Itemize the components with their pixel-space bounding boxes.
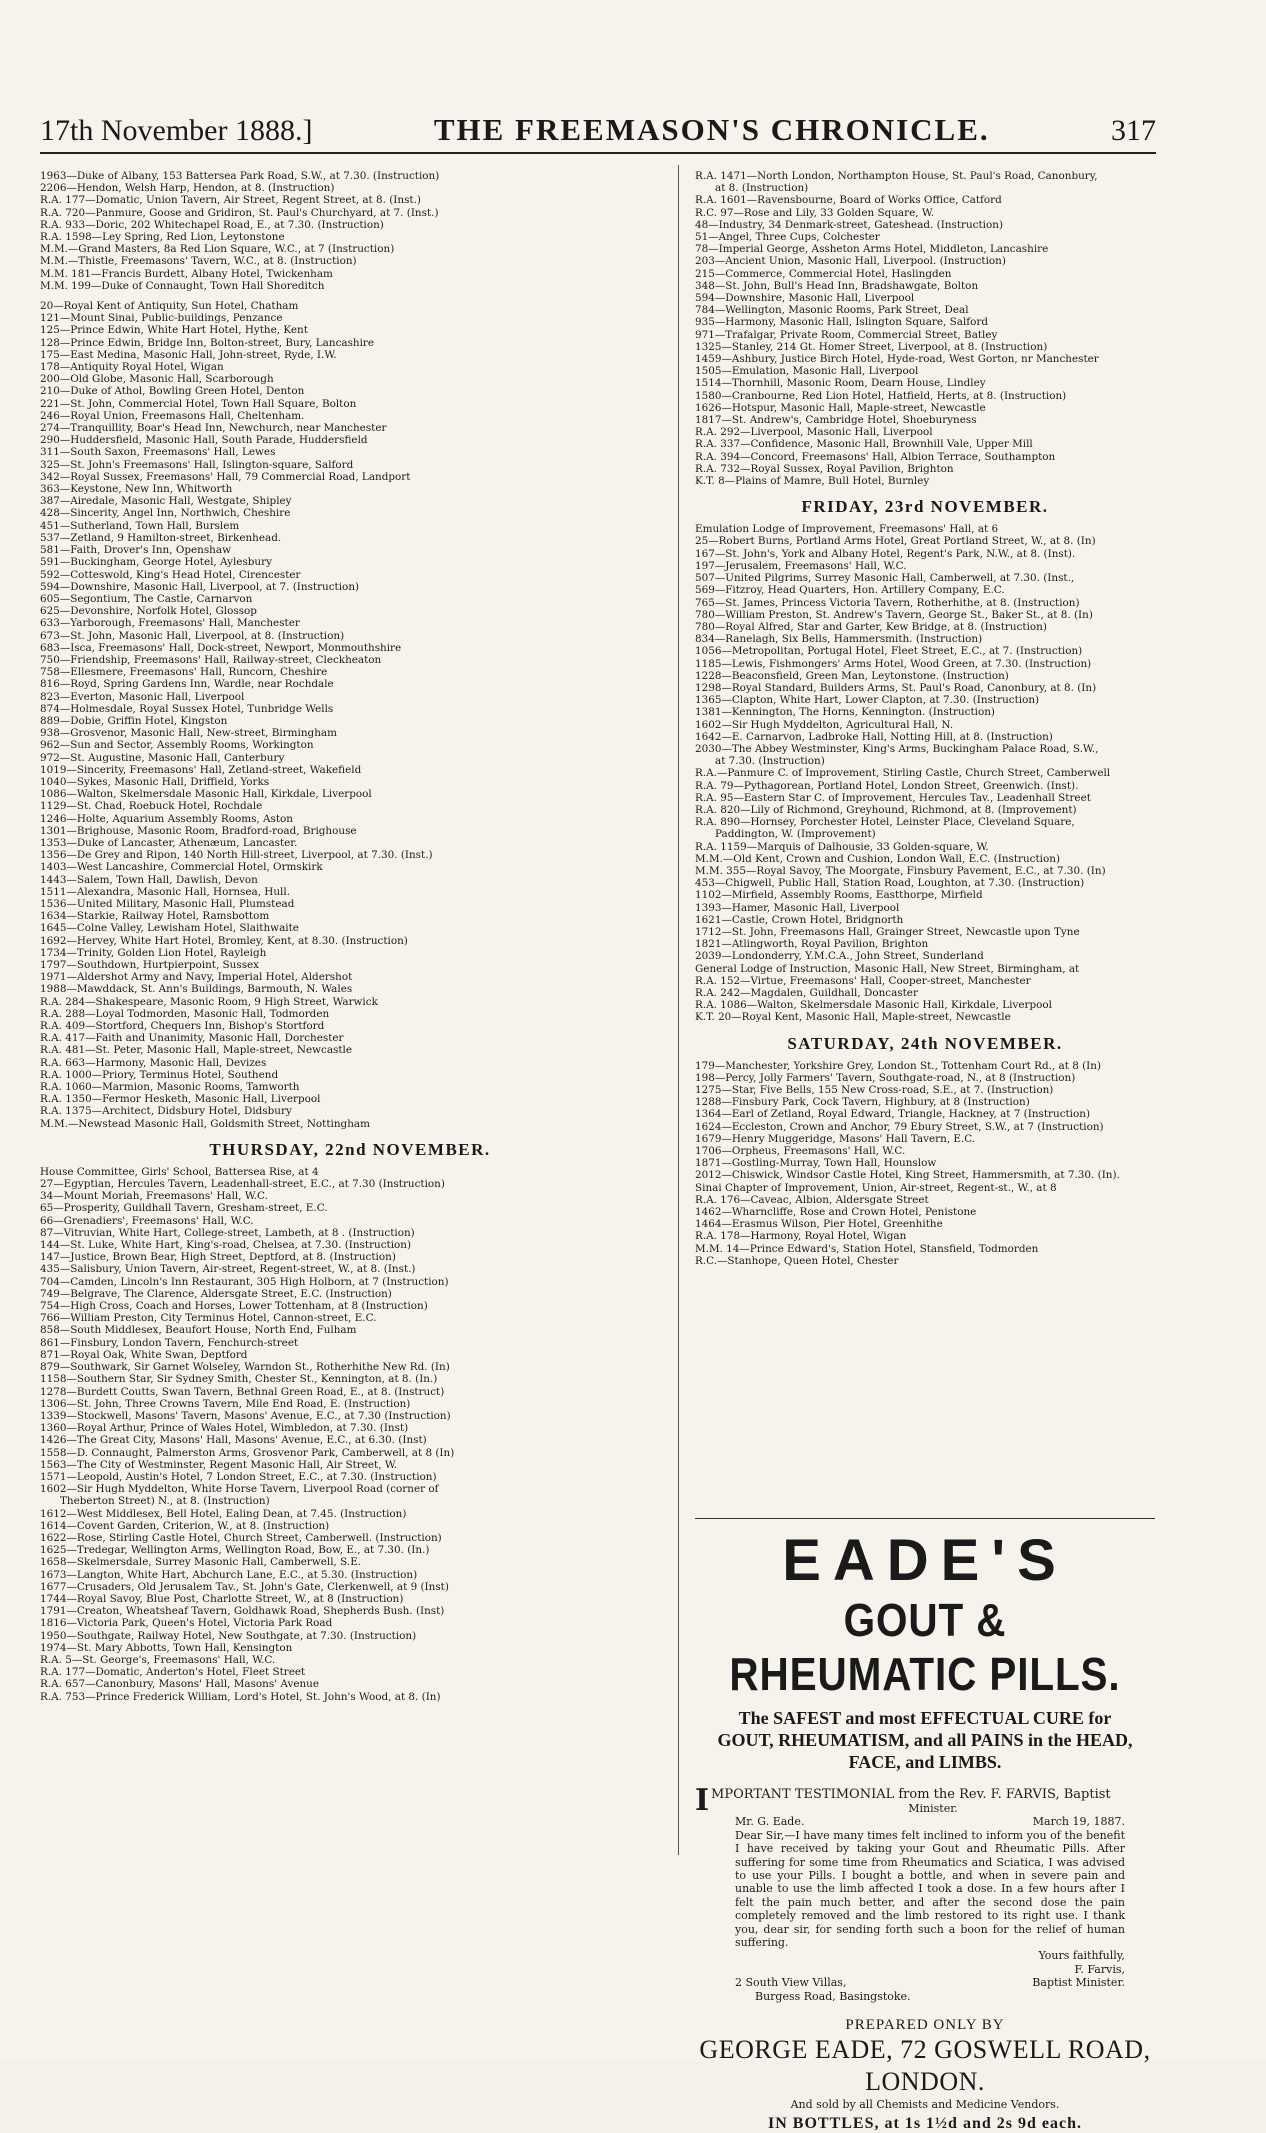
lodge-list-friday xyxy=(695,523,1155,1023)
lodge-entry: 1614—Covent Garden, Criterion, W., at 8. (Instruction) xyxy=(40,1519,330,1532)
lodge-entry: 1288—Finsbury Park, Cock Tavern, Highbury, at 8 (Instruction) xyxy=(695,1096,1030,1109)
lodge-entry: 569—Fitzroy, Head Quarters, Hon. Artillery Company, E.C. xyxy=(695,584,1005,597)
lodge-entry: 1339—Stockwell, Masons' Tavern, Masons' Avenue, E.C., at 7.30 (Instruction) xyxy=(40,1409,451,1422)
lodge-entry: 66—Grenadiers', Freemasons' Hall, W.C. xyxy=(40,1214,254,1227)
testimonial-salutation-row xyxy=(695,1815,1155,1828)
lodge-entry: 451—Sutherland, Town Hall, Burslem xyxy=(40,519,240,532)
lodge-entry: 1360—Royal Arthur, Prince of Wales Hotel, Wimbledon, at 7.30. (Inst) xyxy=(40,1422,409,1435)
lodge-entry: M.M.—Newstead Masonic Hall, Goldsmith Street, Nottingham xyxy=(40,1117,370,1130)
lodge-entry: 1298—Royal Standard, Builders Arms, St. Paul's Road, Canonbury, at 8. (In) xyxy=(695,681,1097,694)
lodge-entry: 1426—The Great City, Masons' Hall, Masons' Avenue, E.C., at 6.30. (Inst) xyxy=(40,1434,427,1447)
lodge-entry: R.A. 1375—Architect, Didsbury Hotel, Didsbury xyxy=(40,1105,292,1118)
lodge-list-thursday-continued xyxy=(695,170,1155,487)
lodge-entry: 1626—Hotspur, Masonic Hall, Maple-street, Newcastle xyxy=(695,401,986,414)
lodge-entry: R.A. 1086—Walton, Skelmersdale Masonic Hall, Kirkdale, Liverpool xyxy=(695,999,1052,1012)
testimonial-closing: Yours faithfully, xyxy=(1038,1949,1125,1963)
lodge-entry: 1511—Alexandra, Masonic Hall, Hornsea, Hull. xyxy=(40,885,291,898)
lodge-entry: 197—Jerusalem, Freemasons' Hall, W.C. xyxy=(695,559,907,572)
lodge-entry: 1086—Walton, Skelmersdale Masonic Hall, Kirkdale, Liverpool xyxy=(40,788,372,801)
lodge-entry: 221—St. John, Commercial Hotel, Town Hall Square, Bolton xyxy=(40,397,357,410)
lodge-entry: 1464—Erasmus Wilson, Pier Hotel, Greenhithe xyxy=(695,1218,943,1231)
lodge-entry: 1580—Cranbourne, Red Lion Hotel, Hatfield, Herts, at 8. (Instruction) xyxy=(695,389,1067,402)
lodge-entry: 178—Antiquity Royal Hotel, Wigan xyxy=(40,361,224,374)
testimonial-signature: F. Farvis, xyxy=(1074,1962,1125,1976)
lodge-entry: R.A. 288—Loyal Todmorden, Masonic Hall, Todmorden xyxy=(40,1007,330,1020)
lodge-entry: R.A. 481—St. Peter, Masonic Hall, Maple-street, Newcastle xyxy=(40,1044,353,1057)
lodge-entry: K.T. 20—Royal Kent, Masonic Hall, Maple-street, Newcastle xyxy=(695,1011,1011,1024)
lodge-entry: 1356—De Grey and Ripon, 140 North Hill-street, Liverpool, at 7.30. (Inst.) xyxy=(40,849,433,862)
lodge-entry: 274—Tranquillity, Boar's Head Inn, Newchurch, near Manchester xyxy=(40,422,387,435)
lodge-entry: R.A. 1000—Priory, Terminus Hotel, Southend xyxy=(40,1068,279,1081)
masthead xyxy=(40,112,1156,154)
lodge-entry: 121—Mount Sinai, Public-buildings, Penzance xyxy=(40,312,283,325)
lodge-entry: M.M.—Old Kent, Crown and Cushion, London Wall, E.C. (Instruction) xyxy=(695,852,1061,865)
lodge-entry: 1306—St. John, Three Crowns Tavern, Mile End Road, E. (Instruction) xyxy=(40,1397,411,1410)
lodge-entry: R.A. 95—Eastern Star C. of Improvement, Hercules Tav., Leadenhall Street xyxy=(695,791,1091,804)
lodge-entry: M.M. 355—Royal Savoy, The Moorgate, Finsbury Pavement, E.C., at 7.30. (In) xyxy=(695,864,1106,877)
lodge-entry: at 8. (Instruction) xyxy=(715,182,809,195)
lodge-entry: R.A. 292—Liverpool, Masonic Hall, Liverpool xyxy=(695,426,933,439)
lodge-entry: 48—Industry, 34 Denmark-street, Gateshead. (Instruction) xyxy=(695,218,1003,231)
lodge-entry: 1381—Kennington, The Horns, Kennington. (Instruction) xyxy=(695,706,995,719)
ad-testimonial xyxy=(695,1783,1155,2003)
lodge-entry: 823—Everton, Masonic Hall, Liverpool xyxy=(40,690,245,703)
lodge-entry: 1365—Clapton, White Hart, Lower Clapton, at 7.30. (Instruction) xyxy=(695,694,1040,707)
lodge-entry: 871—Royal Oak, White Swan, Deptford xyxy=(40,1348,248,1361)
lodge-entry: R.A.—Panmure C. of Improvement, Stirling Castle, Church Street, Camberwell xyxy=(695,767,1111,780)
lodge-entry: 125—Prince Edwin, White Hart Hotel, Hythe, Kent xyxy=(40,324,308,337)
lodge-entry: 1275—Star, Five Bells, 155 New Cross-road, S.E., at 7. (Instruction) xyxy=(695,1084,1054,1097)
lodge-entry: 1505—Emulation, Masonic Hall, Liverpool xyxy=(695,365,919,378)
lodge-entry: 1988—Mawddack, St. Ann's Buildings, Barmouth, N. Wales xyxy=(40,983,353,996)
lodge-entry: M.M.—Thistle, Freemasons' Tavern, W.C., at 8. (Instruction) xyxy=(40,255,357,268)
lodge-entry: 34—Mount Moriah, Freemasons' Hall, W.C. xyxy=(40,1190,268,1203)
ad-prepared: PREPARED ONLY BY xyxy=(845,2017,1005,2034)
lodge-entry: 147—Justice, Brown Bear, High Street, Deptford, at 8. (Instruction) xyxy=(40,1251,396,1264)
lodge-entry: 87—Vitruvian, White Hart, College-street, Lambeth, at 8 . (Instruction) xyxy=(40,1226,415,1239)
lodge-entry: 1658—Skelmersdale, Surrey Masonic Hall, Camberwell, S.E. xyxy=(40,1556,362,1569)
lodge-entry: 816—Royd, Spring Gardens Inn, Wardle, near Rochdale xyxy=(40,678,334,691)
lodge-entry: 1129—St. Chad, Roebuck Hotel, Rochdale xyxy=(40,800,263,813)
lodge-entry: 179—Manchester, Yorkshire Grey, London St., Tottenham Court Rd., at 8 (In) xyxy=(695,1059,1102,1072)
lodge-entry: 780—Royal Alfred, Star and Garter, Kew Bridge, at 8. (Instruction) xyxy=(695,620,1047,633)
lodge-entry: 1706—Orpheus, Freemasons' Hall, W.C. xyxy=(695,1145,906,1158)
lodge-entry: 938—Grosvenor, Masonic Hall, New-street, Birmingham xyxy=(40,727,337,740)
lodge-entry: 537—Zetland, 9 Hamilton-street, Birkenhead. xyxy=(40,531,282,544)
lodge-entry: 2039—Londonderry, Y.M.C.A., John Street, Sunderland xyxy=(695,950,984,963)
salutation-name: Mr. G. Eade. xyxy=(735,1815,805,1829)
lodge-entry: R.A. 820—Lily of Richmond, Greyhound, Richmond, at 8. (Improvement) xyxy=(695,803,1077,816)
lodge-entry: 858—South Middlesex, Beaufort House, North End, Fulham xyxy=(40,1324,357,1337)
testimonial-heading-text: MPORTANT TESTIMONIAL from the Rev. F. FARVIS, Baptist xyxy=(711,1787,1111,1802)
lodge-entry: 65—Prosperity, Guildhall Tavern, Gresham-street, E.C. xyxy=(40,1202,328,1215)
lodge-entry: 784—Wellington, Masonic Rooms, Park Street, Deal xyxy=(695,304,969,317)
lodge-entry: 1403—West Lancashire, Commercial Hotel, Ormskirk xyxy=(40,861,323,874)
lodge-entry: 1791—Creaton, Wheatsheaf Tavern, Goldhawk Road, Shepherds Bush. (Inst) xyxy=(40,1605,445,1618)
lodge-entry: M.M. 199—Duke of Connaught, Town Hall Shoreditch xyxy=(40,279,325,292)
lodge-entry: 1712—St. John, Freemasons Hall, Grainger Street, Newcastle upon Tyne xyxy=(695,925,1080,938)
testimonial-address-2: Burgess Road, Basingstoke. xyxy=(755,1989,911,2003)
lodge-entry: Emulation Lodge of Improvement, Freemasons' Hall, at 6 xyxy=(695,523,999,536)
heading-saturday: SATURDAY, 24th NOVEMBER. xyxy=(787,1033,1063,1053)
lodge-entry: 1393—Hamer, Masonic Hall, Liverpool xyxy=(695,901,900,914)
lodge-entry: 311—South Saxon, Freemasons' Hall, Lewes xyxy=(40,446,276,459)
column-divider xyxy=(678,165,679,1855)
lodge-entry: 1692—Hervey, White Hart Hotel, Bromley, Kent, at 8.30. (Instruction) xyxy=(40,934,408,947)
lodge-entry: R.A. 753—Prince Frederick William, Lord's Hotel, St. John's Wood, at 8. (In) xyxy=(40,1690,441,1703)
lodge-entry: R.C. 97—Rose and Lily, 33 Golden Square, W. xyxy=(695,206,935,219)
lodge-entry: 1514—Thornhill, Masonic Room, Dearn House, Lindley xyxy=(695,377,986,390)
lodge-entry: 591—Buckingham, George Hotel, Aylesbury xyxy=(40,556,272,569)
lodge-entry: 1228—Beaconsfield, Green Man, Leytonstone. (Instruction) xyxy=(695,669,1009,682)
lodge-entry: 780—William Preston, St. Andrew's Tavern, George St., Baker St., at 8. (In) xyxy=(695,608,1093,621)
lodge-entry: R.A. 79—Pythagorean, Portland Hotel, London Street, Greenwich. (Inst). xyxy=(695,779,1079,792)
lodge-entry: R.A. 284—Shakespeare, Masonic Room, 9 High Street, Warwick xyxy=(40,995,378,1008)
lodge-entry: 1558—D. Connaught, Palmerston Arms, Grosvenor Park, Camberwell, at 8 (In) xyxy=(40,1446,455,1459)
lodge-entry: 1325—Stanley, 214 Gt. Homer Street, Liverpool, at 8. (Instruction) xyxy=(695,340,1048,353)
ad-product: GOUT & RHEUMATIC PILLS. xyxy=(729,1594,1121,1700)
lodge-entry: 704—Camden, Lincoln's Inn Restaurant, 305 High Holborn, at 7 (Instruction) xyxy=(40,1275,449,1288)
lodge-entry: General Lodge of Instruction, Masonic Hall, New Street, Birmingham, at xyxy=(695,962,1080,975)
lodge-entry: 1443—Salem, Town Hall, Dawlish, Devon xyxy=(40,873,258,886)
lodge-entry: 1185—Lewis, Fishmongers' Arms Hotel, Wood Green, at 7.30. (Instruction) xyxy=(695,657,1092,670)
testimonial-dropcap: I xyxy=(695,1783,710,1818)
lodge-entry: 1817—St. Andrew's, Cambridge Hotel, Shoeburyness xyxy=(695,414,977,427)
lodge-entry: 633—Yarborough, Freemasons' Hall, Manchester xyxy=(40,617,300,630)
lodge-entry: 1621—Castle, Crown Hotel, Bridgnorth xyxy=(695,913,904,926)
lodge-entry: 758—Ellesmere, Freemasons' Hall, Runcorn, Cheshire xyxy=(40,666,328,679)
lodge-entry: R.A. 5—St. George's, Freemasons' Hall, W.C. xyxy=(40,1653,276,1666)
page-number: 317 xyxy=(1111,114,1156,147)
lodge-entry: 1353—Duke of Lancaster, Athenæum, Lancaster. xyxy=(40,836,298,849)
lodge-entry: 1602—Sir Hugh Myddelton, White Horse Tavern, Liverpool Road (corner of xyxy=(40,1483,439,1496)
lodge-entry: 971—Trafalgar, Private Room, Commercial Street, Batley xyxy=(695,328,998,341)
lodge-entry: 1950—Southgate, Railway Hotel, New Southgate, at 7.30. (Instruction) xyxy=(40,1629,417,1642)
lodge-entry: 210—Duke of Athol, Bowling Green Hotel, Denton xyxy=(40,385,305,398)
lodge-entry: 1019—Sincerity, Freemasons' Hall, Zetland-street, Wakefield xyxy=(40,763,362,776)
lodge-entry: 246—Royal Union, Freemasons Hall, Cheltenham. xyxy=(40,409,305,422)
right-column xyxy=(695,170,1155,1267)
lodge-list-saturday xyxy=(695,1060,1155,1267)
ad-maker: GEORGE EADE, 72 GOSWELL ROAD, LONDON. xyxy=(699,2035,1151,2097)
entry-gap xyxy=(40,292,660,300)
lodge-entry: 683—Isca, Freemasons' Hall, Dock-street, Newport, Monmouthshire xyxy=(40,641,402,654)
lodge-entry: 428—Sincerity, Angel Inn, Northwich, Cheshire xyxy=(40,507,291,520)
lodge-entry: 935—Harmony, Masonic Hall, Islington Square, Salford xyxy=(695,316,988,329)
lodge-entry: 2206—Hendon, Welsh Harp, Hendon, at 8. (Instruction) xyxy=(40,182,335,195)
advertisement-eades-pills xyxy=(695,1518,1155,2133)
lodge-entry: 25—Robert Burns, Portland Arms Hotel, Great Portland Street, W., at 8. (In) xyxy=(695,535,1096,548)
lodge-entry: House Committee, Girls' School, Battersea Rise, at 4 xyxy=(40,1165,319,1178)
lodge-entry: 1040—Sykes, Masonic Hall, Driffield, Yorks xyxy=(40,775,270,788)
lodge-entry: 128—Prince Edwin, Bridge Inn, Bolton-street, Bury, Lancashire xyxy=(40,336,375,349)
lodge-entry: R.A. 1471—North London, Northampton House, St. Paul's Road, Canonbury, xyxy=(695,170,1098,182)
lodge-entry: 1797—Southdown, Hurtpierpoint, Sussex xyxy=(40,959,260,971)
ad-tagline-3: FACE, and LIMBS. xyxy=(848,1752,1002,1772)
ad-brand: EADE'S xyxy=(782,1528,1068,1593)
lodge-entry: 1971—Aldershot Army and Navy, Imperial Hotel, Aldershot xyxy=(40,971,353,984)
lodge-entry: R.A. 732—Royal Sussex, Royal Pavilion, Brighton xyxy=(695,462,954,475)
lodge-entry: 592—Cotteswold, King's Head Hotel, Cirencester xyxy=(40,568,301,581)
testimonial-address-row xyxy=(695,1976,1155,1989)
lodge-entry: 1679—Henry Muggeridge, Masons' Hall Tavern, E.C. xyxy=(695,1132,976,1145)
ad-top-rule xyxy=(695,1518,1155,1519)
lodge-entry: 1974—St. Mary Abbotts, Town Hall, Kensington xyxy=(40,1641,293,1654)
lodge-entry: 20—Royal Kent of Antiquity, Sun Hotel, Chatham xyxy=(40,300,299,313)
lodge-entry: 507—United Pilgrims, Surrey Masonic Hall, Camberwell, at 7.30. (Inst., xyxy=(695,572,1075,585)
lodge-entry: 1102—Mirfield, Assembly Rooms, Eastthorpe, Mirfield xyxy=(695,889,983,902)
lodge-entry: Sinai Chapter of Improvement, Union, Air-street, Regent-st., W., at 8 xyxy=(695,1181,1057,1194)
lodge-entry: 972—St. Augustine, Masonic Hall, Canterbury xyxy=(40,751,285,764)
ad-sold-by: And sold by all Chemists and Medicine Vendors. xyxy=(790,2098,1060,2112)
lodge-entry: 1871—Gostling-Murray, Town Hall, Hounslow xyxy=(695,1157,937,1170)
lodge-entry: 1642—E. Carnarvon, Ladbroke Hall, Notting Hill, at 8. (Instruction) xyxy=(695,730,1053,743)
lodge-entry: 1462—Wharncliffe, Rose and Crown Hotel, Penistone xyxy=(695,1206,977,1219)
lodge-entry: R.A. 1060—Marmion, Masonic Rooms, Tamworth xyxy=(40,1081,300,1094)
lodge-entry: 874—Holmesdale, Royal Sussex Hotel, Tunbridge Wells xyxy=(40,702,334,715)
lodge-entry: M.M. 14—Prince Edward's, Station Hotel, Stansfield, Todmorden xyxy=(695,1242,1039,1255)
testimonial-body: Dear Sir,—I have many times felt inclined to inform you of the benefit I have received by taking your Gout and Rheumatic Pills. After suffering for some time from Rheumatics and Sciatica, I was advised to use your Pills. I bought a bottle, and when in severe pain and unable to use the limb affected I took a dose. In a few hours after I felt the pain much better, and after the second dose the pain completely removed and the limb restored to its right use. I thank you, dear sir, for sending forth such a boon for the relief of human suffering. xyxy=(735,1828,1125,1950)
lodge-list-thursday xyxy=(40,1166,660,1703)
lodge-entry: 363—Keystone, New Inn, Whitworth xyxy=(40,483,233,496)
lodge-entry: R.A. 1601—Ravensbourne, Board of Works Office, Catford xyxy=(695,194,1002,207)
lodge-entry: 1278—Burdett Coutts, Swan Tavern, Bethnal Green Road, E., at 8. (Instruct) xyxy=(40,1385,445,1398)
lodge-entry: M.M. 181—Francis Burdett, Albany Hotel, Twickenham xyxy=(40,267,333,280)
lodge-entry: 78—Imperial George, Assheton Arms Hotel, Middleton, Lancashire xyxy=(695,243,1049,256)
lodge-entry: 749—Belgrave, The Clarence, Aldersgate Street, E.C. (Instruction) xyxy=(40,1287,392,1300)
lodge-entry: R.A. 1598—Ley Spring, Red Lion, Leytonstone xyxy=(40,231,285,244)
heading-friday: FRIDAY, 23rd NOVEMBER. xyxy=(801,497,1049,517)
lodge-entry: 51—Angel, Three Cups, Colchester xyxy=(695,231,880,244)
lodge-entry: 1734—Trinity, Golden Lion Hotel, Rayleigh xyxy=(40,946,267,959)
lodge-entry: 625—Devonshire, Norfolk Hotel, Glossop xyxy=(40,605,257,618)
lodge-entry: 144—St. Luke, White Hart, King's-road, Chelsea, at 7.30. (Instruction) xyxy=(40,1239,412,1252)
lodge-entry: 387—Airedale, Masonic Hall, Westgate, Shipley xyxy=(40,495,292,508)
lodge-entry: K.T. 8—Plains of Mamre, Bull Hotel, Burnley xyxy=(695,475,930,488)
lodge-entry: 889—Dobie, Griffin Hotel, Kingston xyxy=(40,714,228,727)
lodge-entry: 1563—The City of Westminster, Regent Masonic Hall, Air Street, W. xyxy=(40,1458,397,1471)
lodge-entry: 1634—Starkie, Railway Hotel, Ramsbottom xyxy=(40,910,270,923)
lodge-entry: 1816—Victoria Park, Queen's Hotel, Victoria Park Road xyxy=(40,1617,333,1630)
lodge-entry: 605—Segontium, The Castle, Carnarvon xyxy=(40,592,253,605)
lodge-entry: 1673—Langton, White Hart, Abchurch Lane, E.C., at 5.30. (Instruction) xyxy=(40,1568,418,1581)
lodge-entry: 581—Faith, Drover's Inn, Openshaw xyxy=(40,544,231,557)
lodge-entry: 1246—Holte, Aquarium Assembly Rooms, Aston xyxy=(40,812,293,825)
lodge-entry: R.A. 177—Domatic, Union Tavern, Air Street, Regent Street, at 8. (Inst.) xyxy=(40,194,421,207)
lodge-entry: 2030—The Abbey Westminster, King's Arms, Buckingham Palace Road, S.W., xyxy=(695,742,1099,755)
lodge-entry: 1744—Royal Savoy, Blue Post, Charlotte Street, W., at 8 (Instruction) xyxy=(40,1592,404,1605)
lodge-entry: R.A. 178—Harmony, Royal Hotel, Wigan xyxy=(695,1230,907,1243)
testimonial-address: 2 South View Villas, xyxy=(735,1976,847,1990)
lodge-entry: Theberton Street) N., at 8. (Instruction) xyxy=(60,1495,270,1508)
lodge-entry: 27—Egyptian, Hercules Tavern, Leadenhall-street, E.C., at 7.30 (Instruction) xyxy=(40,1178,445,1191)
lodge-entry: 1622—Rose, Stirling Castle Hotel, Church Street, Camberwell. (Instruction) xyxy=(40,1531,442,1544)
ad-tagline-2: GOUT, RHEUMATISM, and all PAINS in the HEAD, xyxy=(717,1730,1133,1750)
lodge-entry: R.A. 663—Harmony, Masonic Hall, Devizes xyxy=(40,1056,267,1069)
lodge-entry: 1536—United Military, Masonic Hall, Plumstead xyxy=(40,897,295,910)
lodge-entry: 175—East Medina, Masonic Hall, John-street, Ryde, I.W. xyxy=(40,348,337,361)
lodge-entry: R.A. 337—Confidence, Masonic Hall, Brownhill Vale, Upper Mill xyxy=(695,438,1033,451)
heading-thursday: THURSDAY, 22nd NOVEMBER. xyxy=(209,1139,491,1159)
lodge-entry: at 7.30. (Instruction) xyxy=(715,755,825,768)
left-column xyxy=(40,170,660,1703)
lodge-entry: 1625—Tredegar, Wellington Arms, Wellington Road, Bow, E., at 7.30. (In.) xyxy=(40,1544,430,1557)
lodge-entry: 325—St. John's Freemasons' Hall, Islington-square, Salford xyxy=(40,458,354,471)
lodge-entry: R.A. 417—Faith and Unanimity, Masonic Hall, Dorchester xyxy=(40,1032,344,1045)
lodge-entry: 1624—Eccleston, Crown and Anchor, 79 Ebury Street, S.W., at 7 (Instruction) xyxy=(695,1120,1104,1133)
lodge-entry: 2012—Chiswick, Windsor Castle Hotel, King Street, Hammersmith, at 7.30. (In). xyxy=(695,1169,1120,1182)
lodge-entry: 962—Sun and Sector, Assembly Rooms, Workington xyxy=(40,739,314,752)
lodge-list-wednesday-continued xyxy=(40,170,660,1130)
lodge-entry: 1301—Brighouse, Masonic Room, Bradford-road, Brighouse xyxy=(40,824,357,837)
lodge-entry: R.A. 933—Doric, 202 Whitechapel Road, E., at 7.30. (Instruction) xyxy=(40,218,384,231)
lodge-entry: 1677—Crusaders, Old Jerusalem Tav., St. John's Gate, Clerkenwell, at 9 (Inst) xyxy=(40,1580,449,1593)
lodge-entry: 766—William Preston, City Terminus Hotel, Cannon-street, E.C. xyxy=(40,1312,377,1325)
lodge-entry: 750—Friendship, Freemasons' Hall, Railway-street, Cleckheaton xyxy=(40,653,382,666)
lodge-entry: R.A. 1350—Fermor Hesketh, Masonic Hall, Liverpool xyxy=(40,1093,321,1106)
lodge-entry: R.A. 657—Canonbury, Masons' Hall, Masons' Avenue xyxy=(40,1678,320,1691)
lodge-entry: 861—Finsbury, London Tavern, Fenchurch-street xyxy=(40,1336,299,1349)
lodge-entry: R.A. 152—Virtue, Freemasons' Hall, Cooper-street, Manchester xyxy=(695,974,1031,987)
lodge-entry: 203—Ancient Union, Masonic Hall, Liverpool. (Instruction) xyxy=(695,255,1006,268)
lodge-entry: 290—Huddersfield, Masonic Hall, South Parade, Huddersfield xyxy=(40,434,368,447)
lodge-entry: R.A. 890—Hornsey, Porchester Hotel, Leinster Place, Cleveland Square, xyxy=(695,816,1075,829)
lodge-entry: 1158—Southern Star, Sir Sydney Smith, Chester St., Kennington, at 8. (In.) xyxy=(40,1373,438,1386)
lodge-entry: 673—St. John, Masonic Hall, Liverpool, at 8. (Instruction) xyxy=(40,629,345,642)
lodge-entry: R.A. 176—Caveac, Albion, Aldersgate Street xyxy=(695,1193,929,1206)
lodge-entry: 198—Percy, Jolly Farmers' Tavern, Southgate-road, N., at 8 (Instruction) xyxy=(695,1071,1076,1084)
lodge-entry: R.A. 720—Panmure, Goose and Gridiron, St. Paul's Churchyard, at 7. (Inst.) xyxy=(40,206,439,219)
lodge-entry: R.A. 242—Magdalen, Guildhall, Doncaster xyxy=(695,987,918,999)
lodge-entry: 1571—Leopold, Austin's Hotel, 7 London Street, E.C., at 7.30. (Instruction) xyxy=(40,1470,437,1483)
lodge-entry: 1459—Ashbury, Justice Birch Hotel, Hyde-road, West Gorton, nr Manchester xyxy=(695,353,1099,366)
lodge-entry: 215—Commerce, Commercial Hotel, Haslingden xyxy=(695,267,952,280)
salutation-date: March 19, 1887. xyxy=(1032,1815,1125,1829)
lodge-entry: R.A. 1159—Marquis of Dalhousie, 33 Golden-square, W. xyxy=(695,840,989,853)
lodge-entry: 1612—West Middlesex, Bell Hotel, Ealing Dean, at 7.45. (Instruction) xyxy=(40,1507,407,1520)
testimonial-title: Baptist Minister. xyxy=(1032,1976,1125,1990)
issue-date: 17th November 1888.] xyxy=(40,114,313,147)
lodge-entry: M.M.—Grand Masters, 8a Red Lion Square, W.C., at 7 (Instruction) xyxy=(40,243,395,256)
ad-bottles: IN BOTTLES, at 1s 1½d and 2s 9d each. xyxy=(768,2115,1082,2133)
lodge-entry: 1364—Earl of Zetland, Royal Edward, Triangle, Hackney, at 7 (Instruction) xyxy=(695,1108,1091,1121)
lodge-entry: R.A. 177—Domatic, Anderton's Hotel, Fleet Street xyxy=(40,1666,306,1679)
lodge-entry: 435—Salisbury, Union Tavern, Air-street, Regent-street, W., at 8. (Inst.) xyxy=(40,1263,416,1276)
lodge-entry: 1056—Metropolitan, Portugal Hotel, Fleet Street, E.C., at 7. (Instruction) xyxy=(695,645,1083,658)
testimonial-heading-2: Minister. xyxy=(908,1802,958,1815)
lodge-entry: 348—St. John, Bull's Head Inn, Bradshawgate, Bolton xyxy=(695,279,979,292)
lodge-entry: 1645—Colne Valley, Lewisham Hotel, Slaithwaite xyxy=(40,922,299,935)
publication-title: THE FREEMASON'S CHRONICLE. xyxy=(433,112,990,147)
lodge-entry: 1963—Duke of Albany, 153 Battersea Park Road, S.W., at 7.30. (Instruction) xyxy=(40,170,440,182)
ad-tagline-1: The SAFEST and most EFFECTUAL CURE for xyxy=(738,1708,1112,1728)
lodge-entry: 834—Ranelagh, Six Bells, Hammersmith. (Instruction) xyxy=(695,633,983,646)
lodge-entry: 200—Old Globe, Masonic Hall, Scarborough xyxy=(40,373,274,386)
lodge-entry: 342—Royal Sussex, Freemasons' Hall, 79 Commercial Road, Landport xyxy=(40,470,411,483)
lodge-entry: R.C.—Stanhope, Queen Hotel, Chester xyxy=(695,1254,899,1267)
lodge-entry: 879—Southwark, Sir Garnet Wolseley, Warndon St., Rotherhithe New Rd. (In) xyxy=(40,1361,450,1374)
lodge-entry: 167—St. John's, York and Albany Hotel, Regent's Park, N.W., at 8. (Inst). xyxy=(695,547,1076,560)
lodge-entry: 594—Downshire, Masonic Hall, Liverpool, at 7. (Instruction) xyxy=(40,580,360,593)
lodge-entry: 594—Downshire, Masonic Hall, Liverpool xyxy=(695,292,915,305)
lodge-entry: 1602—Sir Hugh Myddelton, Agricultural Hall, N. xyxy=(695,718,954,731)
lodge-entry: R.A. 409—Stortford, Chequers Inn, Bishop's Stortford xyxy=(40,1020,325,1033)
lodge-entry: 754—High Cross, Coach and Horses, Lower Tottenham, at 8 (Instruction) xyxy=(40,1300,428,1313)
lodge-entry: 1821—Atlingworth, Royal Pavilion, Brighton xyxy=(695,938,929,951)
lodge-entry: 765—St. James, Princess Victoria Tavern, Rotherhithe, at 8. (Instruction) xyxy=(695,596,1080,609)
lodge-entry: Paddington, W. (Improvement) xyxy=(715,828,876,841)
lodge-entry: 453—Chigwell, Public Hall, Station Road, Loughton, at 7.30. (Instruction) xyxy=(695,877,1085,890)
lodge-entry: R.A. 394—Concord, Freemasons' Hall, Albion Terrace, Southampton xyxy=(695,450,1056,463)
